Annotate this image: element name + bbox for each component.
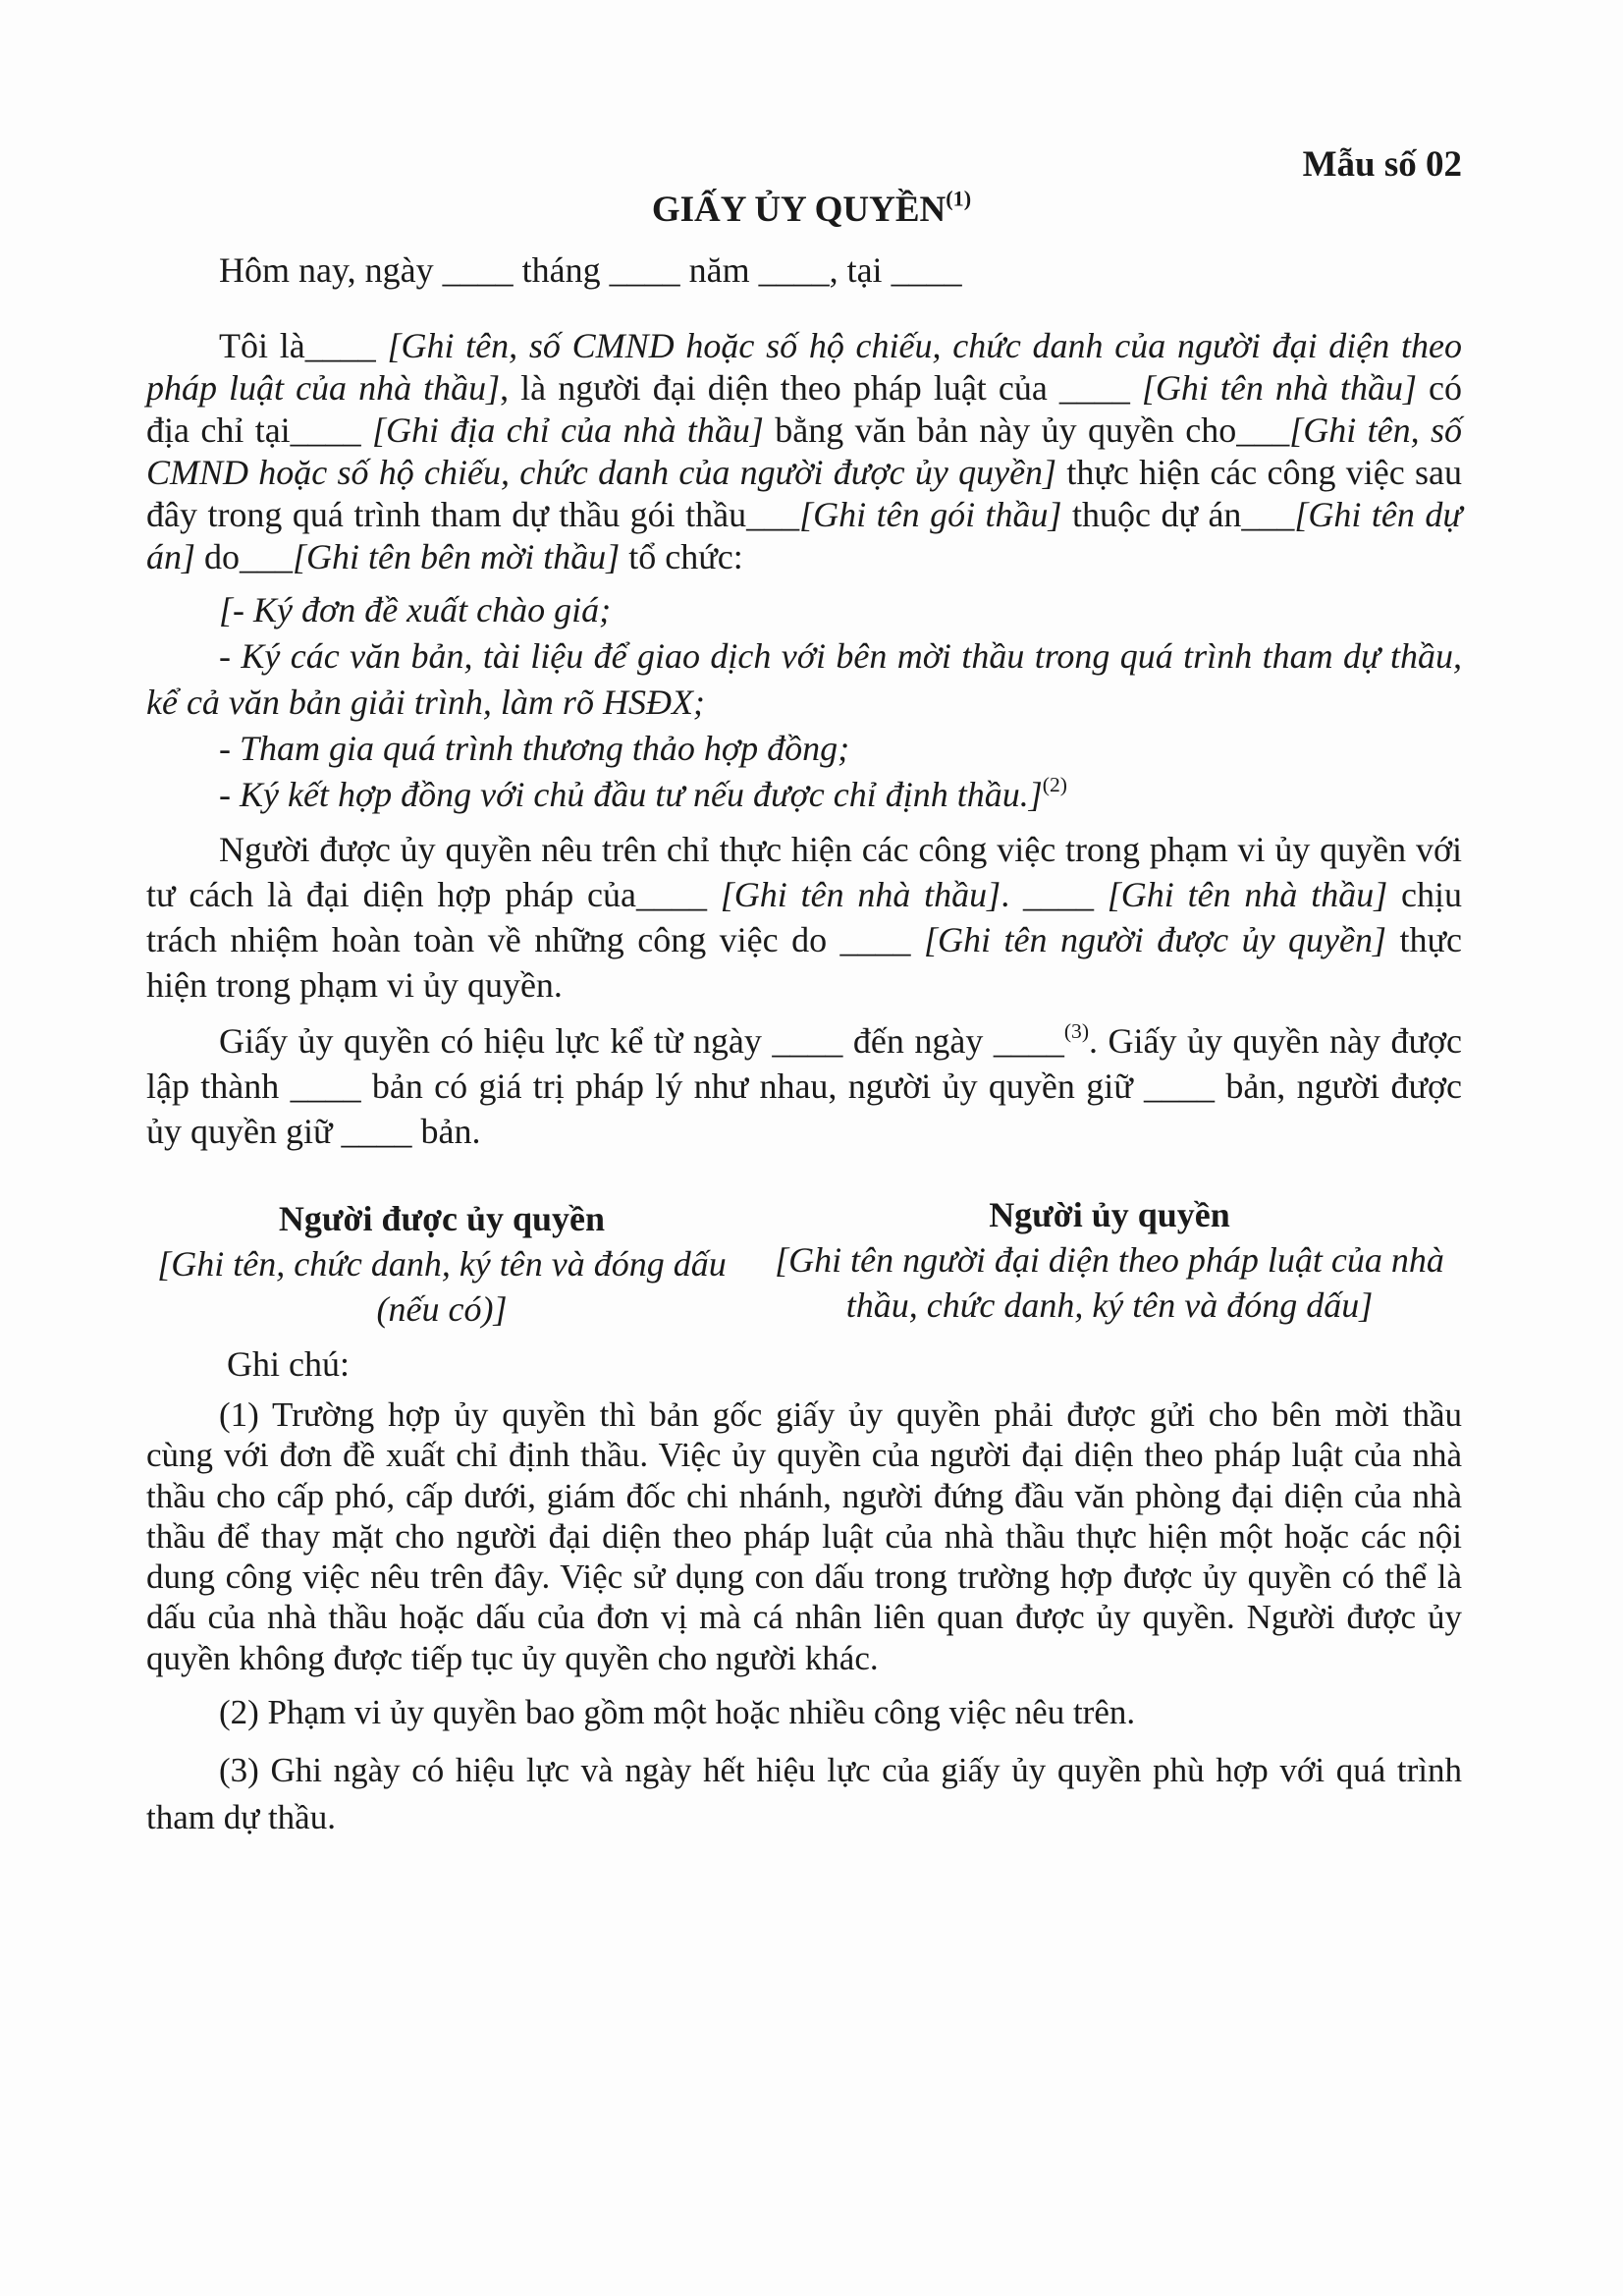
text-segment: địa chỉ tại____ — [146, 410, 373, 450]
line-content — [146, 410, 1462, 450]
placeholder-instruction: - Ký kết hợp đồng với chủ đầu tư nếu được chỉ định thầu.] — [219, 775, 1043, 814]
line-content — [219, 590, 611, 629]
text-line — [146, 680, 1462, 726]
line-content — [219, 1693, 1135, 1731]
text-line — [146, 1747, 1462, 1794]
placeholder-instruction: [Ghi tên nhà thầu] — [1107, 875, 1388, 914]
note-3 — [146, 1747, 1462, 1841]
text-line — [146, 587, 1462, 633]
footnote-ref: (2) — [1042, 772, 1067, 796]
placeholder-instruction: [Ghi tên nhà thầu] — [1141, 368, 1417, 408]
text-line — [146, 536, 1462, 578]
text-line — [146, 827, 1462, 872]
text-line — [146, 325, 1462, 367]
placeholder-instruction: - Tham gia quá trình thương thảo hợp đồng; — [219, 729, 850, 768]
text-segment: bằng văn bản này ủy quyền cho___ — [763, 410, 1290, 450]
line-content — [219, 326, 1462, 365]
text-segment: cùng với đơn đề xuất chỉ định thầu. Việc ủy quyền của người đại diện theo pháp luật của nhà — [146, 1436, 1462, 1475]
line-content — [146, 1798, 336, 1836]
placeholder-instruction: CMND hoặc số hộ chiếu, chức danh của người được ủy quyền] — [146, 453, 1057, 492]
line-content — [219, 1018, 1462, 1061]
line-content — [146, 1066, 1462, 1106]
line-content — [146, 683, 705, 722]
text-segment: ủy quyền giữ ____ bản. — [146, 1112, 481, 1151]
text-line — [146, 1691, 1462, 1734]
text-segment: Tôi là____ — [219, 326, 388, 365]
line-content — [219, 729, 849, 768]
signature-instruction: thầu, chức danh, ký tên và đóng dấu] — [845, 1285, 1374, 1325]
line-content — [146, 1477, 1462, 1515]
text-line — [146, 410, 1462, 452]
signature-instruction: [Ghi tên người đại diện theo pháp luật của nhà — [775, 1240, 1444, 1280]
text-segment: đây trong quá trình tham dự thầu gói thầu___ — [146, 495, 800, 534]
text-segment: dung công việc nêu trên đây. Việc sử dụng con dấu trong trường hợp được ủy quyền có thể là — [146, 1558, 1462, 1597]
line-content — [146, 1112, 480, 1151]
placeholder-instruction: [Ghi tên, số CMND hoặc số hộ chiếu, chức danh của người đại diện theo — [387, 326, 1462, 365]
text-segment: (1) Trường hợp ủy quyền thì bản gốc giấy ủy quyền phải được gửi cho bên mời thầu — [219, 1395, 1462, 1434]
text-segment: thầu cho cấp phó, cấp dưới, giám đốc chi nhánh, người đứng đầu văn phòng đại diện của nhà — [146, 1476, 1462, 1515]
text-line — [146, 1109, 1462, 1154]
text-line — [146, 367, 1462, 410]
text-segment: (2) Phạm vi ủy quyền bao gồm một hoặc nhiều công việc nêu trên. — [219, 1693, 1136, 1731]
placeholder-instruction: [Ghi tên, số — [1289, 410, 1463, 450]
form-number: Mẫu số 02 — [1302, 144, 1462, 185]
placeholder-instruction: pháp luật của nhà thầu] — [146, 368, 501, 408]
note-1 — [146, 1394, 1462, 1678]
title-text: GIẤY ỦY QUYỀN — [651, 190, 947, 230]
line-content — [146, 920, 1462, 959]
text-line — [146, 1435, 1462, 1475]
text-line — [146, 1597, 1462, 1637]
date-line: Hôm nay, ngày ____ tháng ____ năm ____, tại ____ — [219, 250, 962, 290]
text-segment: Người được ủy quyền nêu trên chỉ thực hiện các công việc trong phạm vi ủy quyền với — [219, 830, 1462, 869]
text-line — [146, 1516, 1462, 1557]
text-line — [146, 726, 1462, 772]
text-segment: tư cách là đại diện hợp pháp của____ — [146, 875, 721, 914]
text-segment: thực hiện các công việc sau — [1056, 453, 1462, 492]
placeholder-instruction: [- Ký đơn đề xuất chào giá; — [219, 590, 612, 629]
text-line — [146, 962, 1462, 1008]
placeholder-instruction: [Ghi tên dự — [1294, 495, 1462, 534]
text-segment: quyền không được tiếp tục ủy quyền cho người khác. — [146, 1638, 879, 1677]
line-content — [146, 537, 743, 576]
paragraph-authorization — [146, 325, 1462, 578]
note-2 — [146, 1691, 1462, 1734]
signature-authorizing-person — [766, 1192, 1453, 1328]
text-segment: dấu của nhà thầu hoặc dấu của đơn vị mà cá nhân liên quan được ủy quyền. Người được ủy — [146, 1598, 1462, 1637]
line-content — [146, 495, 1462, 534]
text-line — [146, 1064, 1462, 1109]
paragraph-validity — [146, 1018, 1462, 1154]
text-segment: do___ — [195, 537, 294, 576]
notes-label: Ghi chú: — [227, 1344, 350, 1384]
footnote-ref: (3) — [1063, 1018, 1090, 1043]
placeholder-instruction: - Ký các văn bản, tài liệu để giao dịch với bên mời thầu trong quá trình tham dự thầu, — [219, 636, 1462, 676]
document-title — [0, 186, 1623, 231]
text-segment: (3) Ghi ngày có hiệu lực và ngày hết hiệu lực của giấy ủy quyền phù hợp với quá trình — [219, 1751, 1462, 1789]
text-segment: . Giấy ủy quyền này được — [1089, 1021, 1462, 1061]
text-line — [146, 1476, 1462, 1516]
placeholder-instruction: kể cả văn bản giải trình, làm rõ HSĐX; — [146, 683, 705, 722]
text-line — [146, 1638, 1462, 1678]
text-line — [146, 917, 1462, 962]
placeholder-instruction: án] — [146, 537, 196, 576]
text-segment: chịu — [1387, 875, 1462, 914]
line-content — [146, 1598, 1462, 1636]
line-content — [146, 875, 1462, 914]
text-segment: thầu để thay mặt cho người đại diện theo pháp luật của nhà thầu thực hiện một hoặc các nội — [146, 1516, 1462, 1556]
text-line — [146, 1557, 1462, 1597]
line-content — [219, 1395, 1462, 1434]
line-content — [146, 368, 1462, 408]
signature-heading: Người ủy quyền — [989, 1195, 1230, 1234]
placeholder-instruction: [Ghi tên nhà thầu] — [720, 875, 1001, 914]
placeholder-instruction: [Ghi tên gói thầu] — [799, 495, 1062, 534]
text-line — [146, 1794, 1462, 1841]
text-line — [146, 452, 1462, 494]
authorized-tasks-list — [146, 587, 1462, 818]
signature-authorized-person — [137, 1196, 746, 1332]
text-segment: Giấy ủy quyền có hiệu lực kể từ ngày ____ đến ngày ____ — [219, 1021, 1064, 1061]
line-content — [146, 965, 563, 1005]
text-segment: tổ chức: — [620, 537, 743, 576]
line-content — [146, 453, 1462, 492]
line-content — [219, 1751, 1462, 1789]
text-line — [146, 494, 1462, 536]
signature-heading: Người được ủy quyền — [278, 1199, 606, 1238]
text-segment: , là người đại diện theo pháp luật của ____ — [500, 368, 1142, 408]
line-content — [219, 830, 1462, 869]
placeholder-instruction: [Ghi tên người được ủy quyền] — [924, 920, 1387, 959]
placeholder-instruction: [Ghi địa chỉ của nhà thầu] — [372, 410, 764, 450]
text-segment: lập thành ____ bản có giá trị pháp lý như nhau, người ủy quyền giữ ____ bản, người được — [146, 1066, 1462, 1106]
signature-instruction: [Ghi tên, chức danh, ký tên và đóng dấu — [157, 1244, 727, 1284]
text-segment: tham dự thầu. — [146, 1798, 336, 1836]
line-content — [219, 772, 1067, 814]
signature-instruction: (nếu có)] — [376, 1289, 508, 1329]
line-content — [146, 1436, 1462, 1474]
line-content — [219, 636, 1462, 676]
text-segment: . ____ — [1001, 875, 1108, 914]
text-line — [146, 772, 1462, 818]
text-line — [146, 872, 1462, 917]
line-content — [146, 1639, 879, 1677]
text-line — [146, 1018, 1462, 1064]
paragraph-scope — [146, 827, 1462, 1008]
text-segment: thuộc dự án___ — [1061, 495, 1295, 534]
text-segment: thực — [1386, 920, 1462, 959]
text-segment: có — [1416, 368, 1462, 408]
placeholder-instruction: [Ghi tên bên mời thầu] — [293, 537, 621, 576]
text-line — [146, 1394, 1462, 1435]
text-segment: trách nhiệm hoàn toàn về những công việc do ____ — [146, 920, 925, 959]
text-segment: hiện trong phạm vi ủy quyền. — [146, 965, 563, 1005]
text-line — [146, 633, 1462, 680]
line-content — [146, 1558, 1462, 1596]
line-content — [146, 1517, 1462, 1556]
title-footnote-ref: (1) — [946, 186, 972, 211]
